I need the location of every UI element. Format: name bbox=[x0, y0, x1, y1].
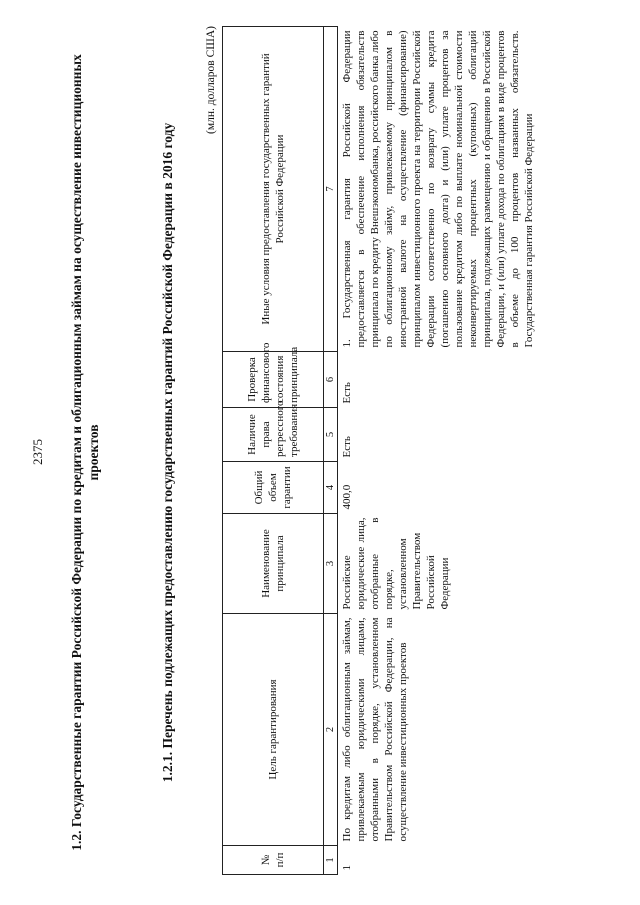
page-number: 2375 bbox=[30, 439, 45, 465]
column-number: 7 bbox=[324, 27, 338, 352]
row-financial-check: Есть bbox=[341, 382, 353, 404]
column-number: 1 bbox=[324, 846, 338, 875]
column-number: 4 bbox=[324, 462, 338, 514]
header-financial-check: Проверка финансового состояния принципала bbox=[223, 352, 324, 408]
header-principal: Наименование принципала bbox=[223, 514, 324, 614]
row-purpose: По кредитам либо облигационным займам, привлекаемым юридическими лицами, отобранными в порядке, установленном Правительством Российской Федерации, на осуществление инвестиционных проектов bbox=[341, 617, 409, 842]
column-number: 6 bbox=[324, 352, 338, 408]
column-number-row bbox=[324, 27, 338, 875]
table-row bbox=[338, 27, 539, 875]
header-amount: Общий объем гарантии bbox=[223, 462, 324, 514]
row-recourse: Есть bbox=[341, 436, 353, 458]
row-principal: Российские юридические лица, отобранные в порядке, установленном Правительством Российской Федерации bbox=[341, 517, 451, 610]
row-conditions: 1. Государственная гарантия Российской Федерации предоставляется в обеспечение исполнения обязательств принципала по кредиту Внешэкономбанка, российского банка либо по облигационному займу, привлекаемому принципалом в иностранной валюте на осуществление (финансирование) принципалом инвестиционного проекта на территории Российской Федерации соответственно по возврату суммы кредита (погашению основного долга) и (или) уплате процентов за пользование кредитом либо по выплате номинальной стоимости неконвертируемых процентных (купонных) облигаций принципала, подлежащих размещению и обращению в Российской Федерации, и (или) уплате дохода по облигациям в виде процентов в объеме до 100 процентов названных обязательств. Государственная гарантия Российской Федерации bbox=[341, 30, 535, 348]
column-number: 2 bbox=[324, 614, 338, 846]
guarantees-table bbox=[222, 26, 538, 875]
section-heading: 1.2. Государственные гарантии Российской Федерации по кредитам и облигационным займам на осуществление инвестиционных проектов bbox=[69, 54, 101, 851]
header-conditions: Иные условия предоставления государственных гарантий Российской Федерации bbox=[223, 27, 324, 352]
header-recourse: Наличие права регрессного требования bbox=[223, 408, 324, 462]
row-num: 1 bbox=[341, 865, 353, 871]
subsection-heading: 1.2.1. Перечень подлежащих предоставлению государственных гарантий Российской Федерации в 2016 году bbox=[160, 122, 175, 783]
column-number: 3 bbox=[324, 514, 338, 614]
header-purpose: Цель гарантирования bbox=[223, 614, 324, 846]
unit-note: (млн. долларов США) bbox=[205, 26, 217, 134]
column-number: 5 bbox=[324, 408, 338, 462]
table-header-row bbox=[223, 27, 324, 875]
row-amount: 400,0 bbox=[341, 484, 353, 510]
header-num: № п/п bbox=[223, 846, 324, 875]
